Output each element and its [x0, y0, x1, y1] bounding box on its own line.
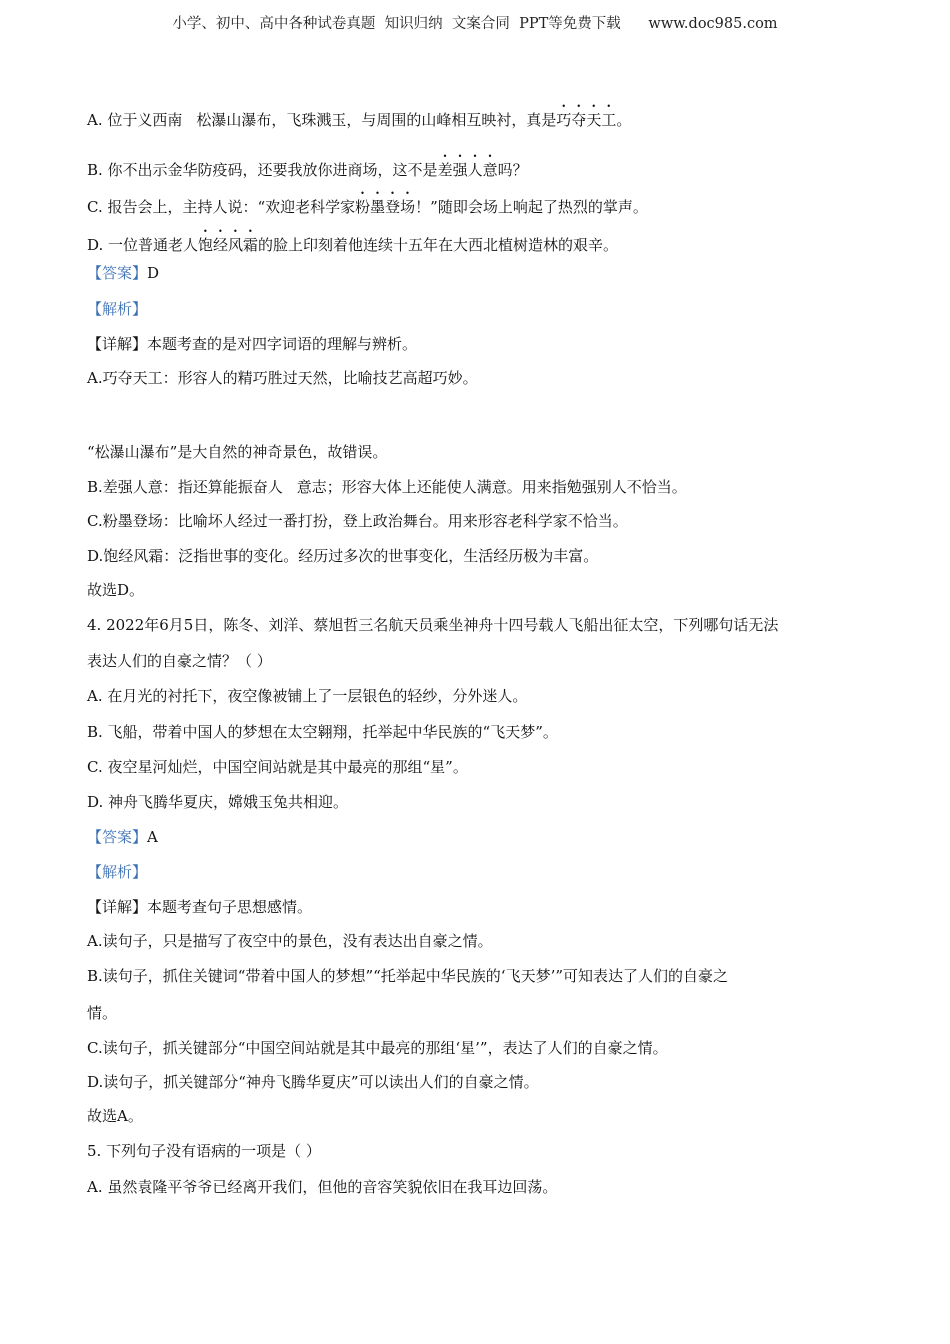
emphasis-word: 饱经风霜 — [198, 236, 259, 254]
q4-stem-line1: 4. 2022年6月5日，陈冬、刘洋、蔡旭哲三名航天员乘坐神舟十四号载人飞船出征太空，下列哪句话无法 — [87, 616, 779, 634]
q4-explain-b2: 情。 — [87, 1004, 118, 1022]
q3-explain-d: D.饱经风霜：泛指世事的变化。经历过多次的世事变化，生活经历极为丰富。 — [87, 547, 599, 565]
q3-detail: 【详解】本题考查的是对四字词语的理解与辨析。 — [87, 335, 418, 353]
q4-option-b: B. 飞船，带着中国人的梦想在太空翱翔，托举起中华民族的“飞天梦”。 — [87, 723, 558, 741]
q3-answer: 【答案】D — [87, 264, 160, 282]
page-header: 小学、初中、高中各种试卷真题 知识归纳 文案合同 PPT等免费下载 www.doc985.com — [172, 16, 778, 32]
answer-tag: 【答案】 — [87, 828, 148, 846]
q4-answer: 【答案】A — [87, 828, 158, 846]
q4-analysis-tag: 【解析】 — [87, 863, 148, 881]
q4-option-d: D. 神舟飞腾华夏庆，嫦娥玉兔共相迎。 — [87, 793, 349, 811]
q3-explain-a2: “松瀑山瀑布”是大自然的神奇景色，故错误。 — [87, 443, 388, 461]
q3-choose: 故选D。 — [87, 581, 145, 599]
q3-explain-b: B.差强人意：指还算能振奋人 意志；形容大体上还能使人满意。用来指勉强别人不恰当。 — [87, 478, 687, 496]
q4-explain-d: D.读句子，抓关键部分“神舟飞腾华夏庆”可以读出人们的自豪之情。 — [87, 1073, 539, 1091]
q3-option-a: A. 位于义西南 松瀑山瀑布，飞珠溅玉，与周围的山峰相互映衬，真是巧夺天工。 — [87, 111, 632, 129]
emphasis-word: 差强人意 — [437, 161, 498, 179]
q4-choose: 故选A。 — [87, 1107, 143, 1125]
q4-option-a: A. 在月光的衬托下，夜空像被铺上了一层银色的轻纱，分外迷人。 — [87, 687, 528, 705]
q3-explain-a: A.巧夺天工：形容人的精巧胜过天然，比喻技艺高超巧妙。 — [87, 369, 478, 387]
q4-stem-line2: 表达人们的自豪之情？（ ） — [87, 652, 272, 670]
q3-explain-c: C.粉墨登场：比喻坏人经过一番打扮，登上政治舞台。用来形容老科学家不恰当。 — [87, 512, 628, 530]
q4-explain-b1: B.读句子，抓住关键词“带着中国人的梦想”“托举起中华民族的‘飞天梦’”可知表达了人们的自豪之 — [87, 967, 729, 985]
emphasis-word: 粉墨登场 — [355, 198, 416, 216]
q3-analysis-tag: 【解析】 — [87, 300, 148, 318]
q4-option-c: C. 夜空星河灿烂，中国空间站就是其中最亮的那组“星”。 — [87, 758, 468, 776]
q5-stem: 5. 下列句子没有语病的一项是（ ） — [87, 1142, 321, 1160]
q4-detail: 【详解】本题考查句子思想感情。 — [87, 898, 313, 916]
q4-explain-c: C.读句子，抓关键部分“中国空间站就是其中最亮的那组‘星’”，表达了人们的自豪之情。 — [87, 1039, 668, 1057]
q5-option-a: A. 虽然袁隆平爷爷已经离开我们，但他的音容笑貌依旧在我耳边回荡。 — [87, 1178, 558, 1196]
emphasis-word: 巧夺天工 — [556, 111, 617, 129]
q3-option-c: C. 报告会上，主持人说：“欢迎老科学家粉墨登场！”随即会场上响起了热烈的掌声。 — [87, 198, 648, 216]
q3-option-d: D. 一位普通老人饱经风霜的脸上印刻着他连续十五年在大西北植树造林的艰辛。 — [87, 236, 619, 254]
answer-tag: 【答案】 — [87, 264, 148, 282]
q3-option-b: B. 你不出示金华防疫码，还要我放你进商场，这不是差强人意吗？ — [87, 161, 528, 179]
q4-explain-a: A.读句子，只是描写了夜空中的景色，没有表达出自豪之情。 — [87, 932, 493, 950]
